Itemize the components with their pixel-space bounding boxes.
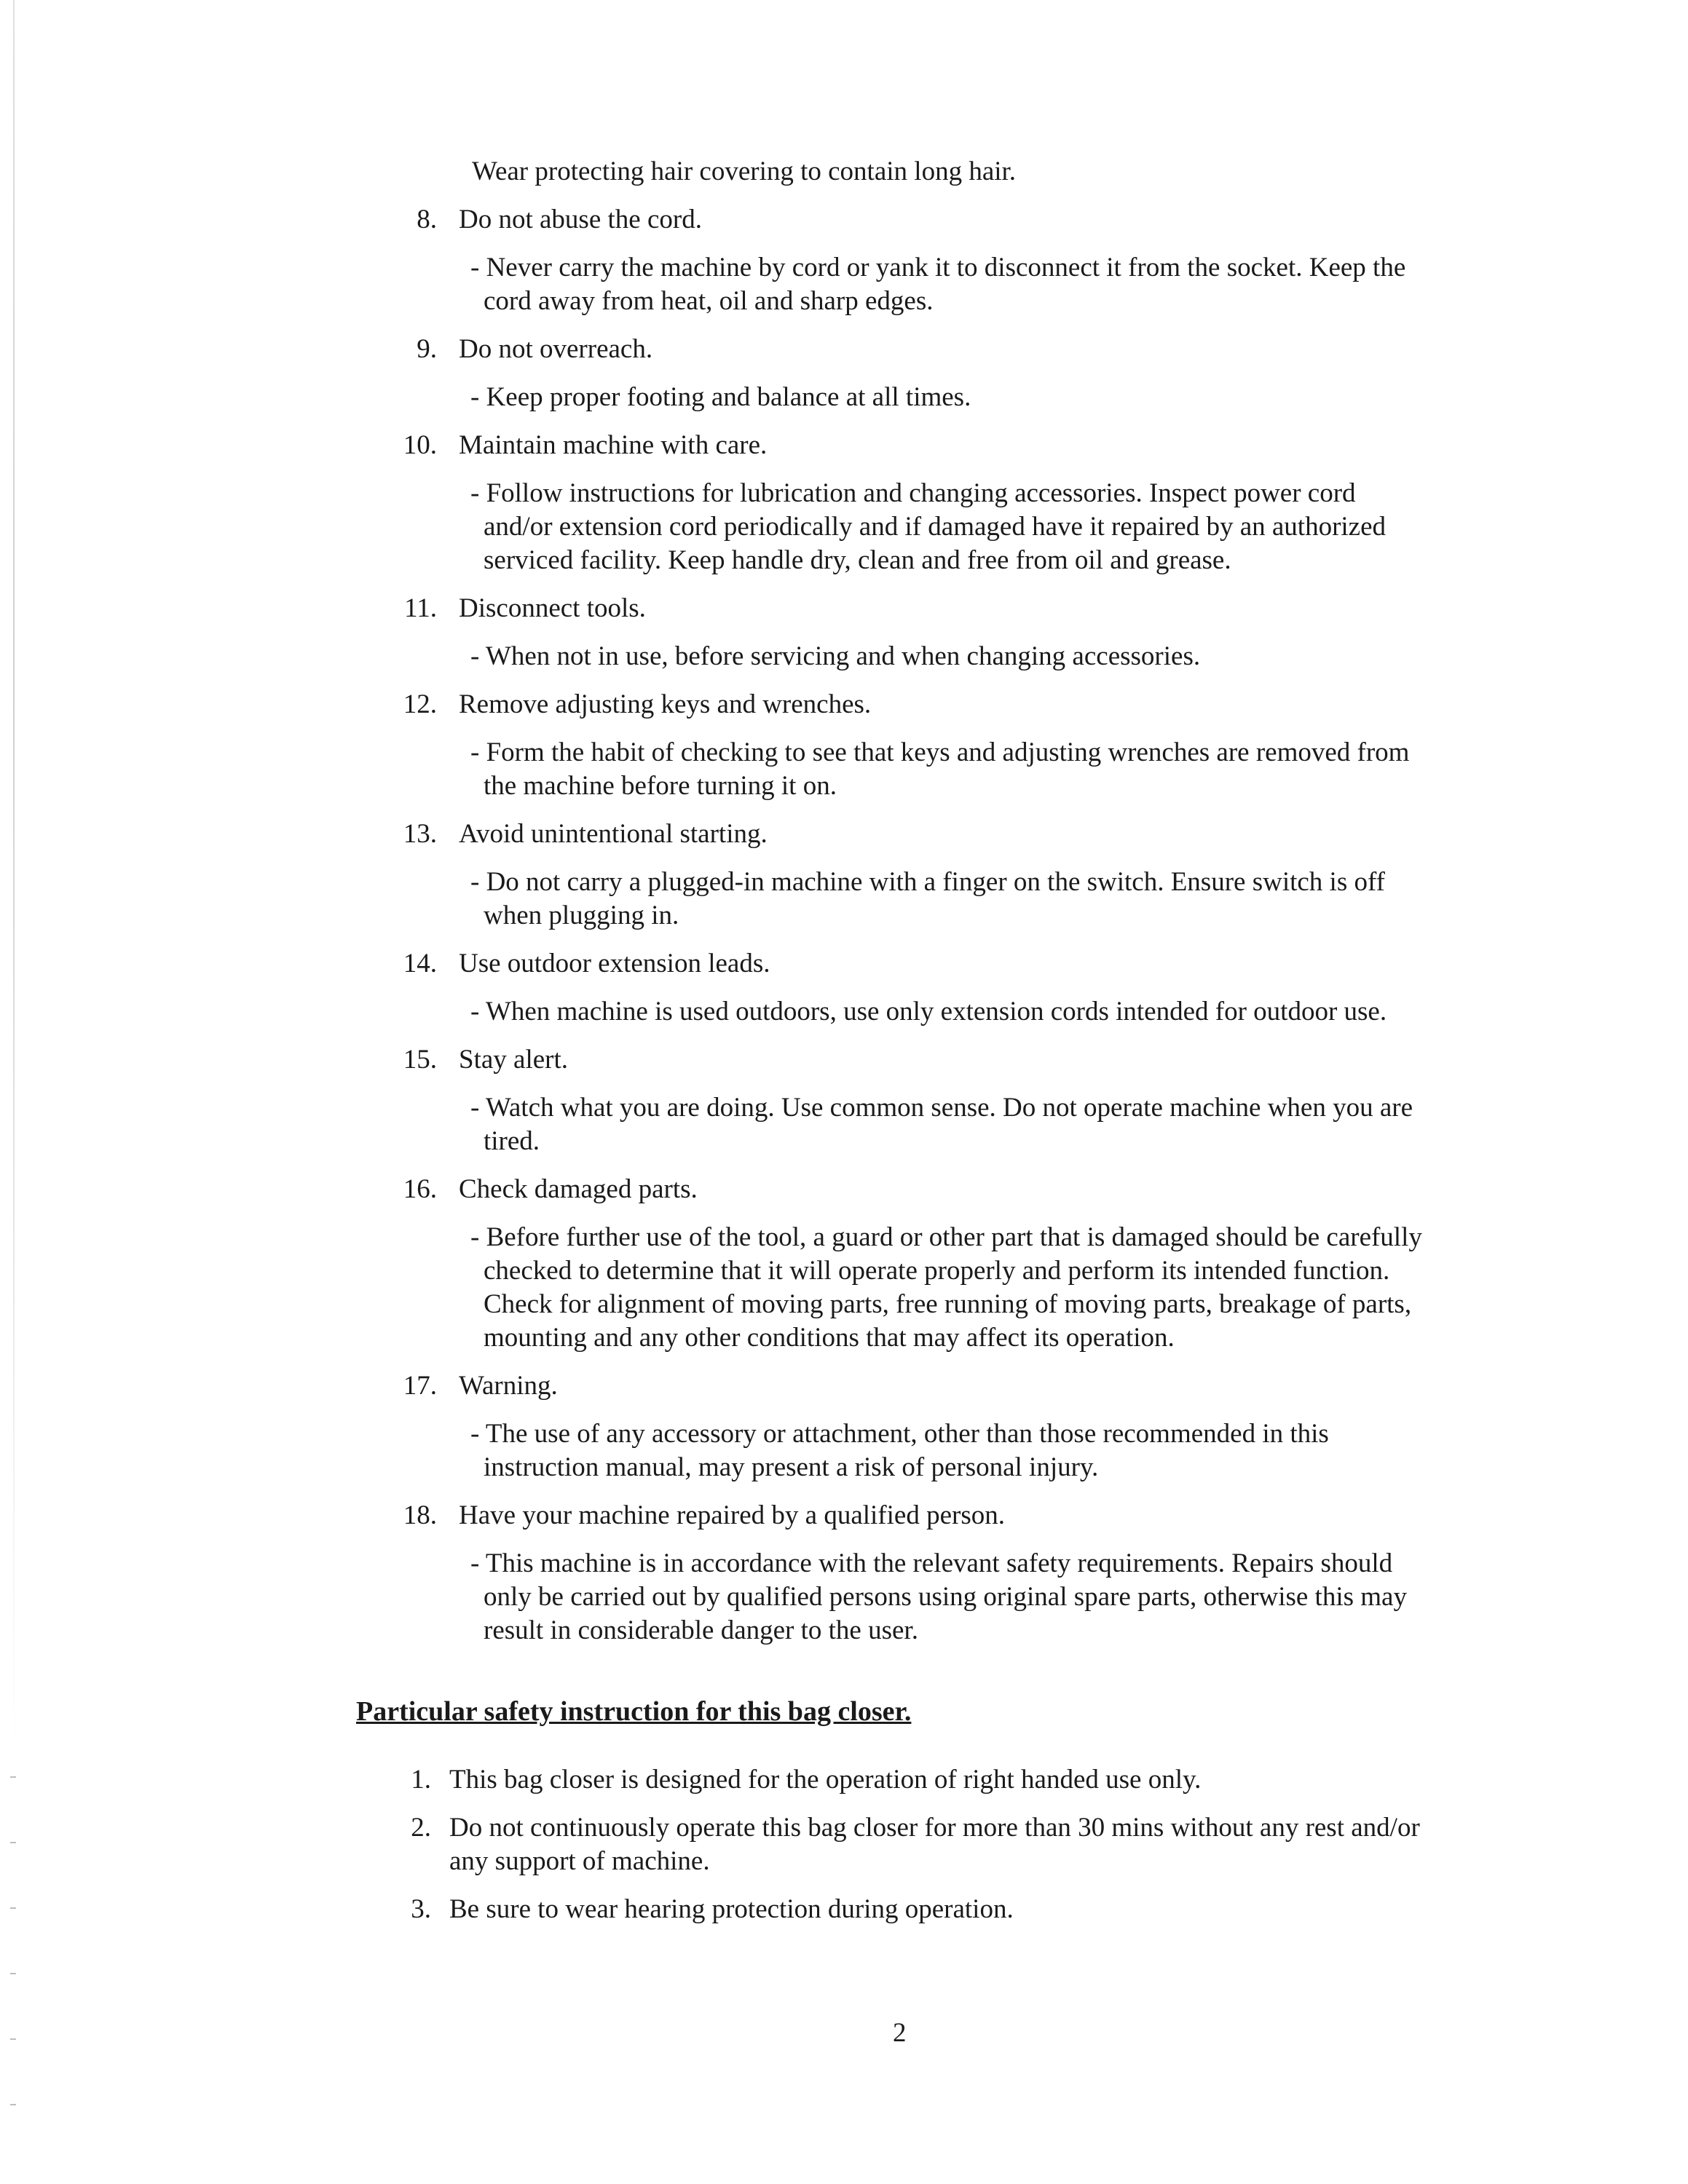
item-title: Avoid unintentional starting. — [459, 819, 768, 849]
scan-mark — [10, 1973, 16, 1974]
item-detail-line: cord away from heat, oil and sharp edges. — [484, 286, 934, 316]
bag-item-line: Be sure to wear hearing protection during operation. — [449, 1894, 1014, 1924]
scan-edge — [13, 0, 15, 1747]
item-title: Do not abuse the cord. — [459, 205, 702, 234]
item-title: Have your machine repaired by a qualified person. — [459, 1500, 1005, 1530]
section-heading: Particular safety instruction for this bag closer. — [356, 1696, 912, 1727]
item-detail-line: instruction manual, may present a risk of personal injury. — [484, 1452, 1099, 1482]
item-number: 9. — [417, 334, 437, 364]
item-detail-line: the machine before turning it on. — [484, 771, 837, 801]
scan-mark — [10, 1907, 16, 1909]
item-number: 18. — [403, 1500, 437, 1530]
bag-item-number: 2. — [411, 1813, 431, 1843]
item-number: 13. — [403, 819, 437, 849]
scan-mark — [10, 2104, 16, 2105]
bag-item-line: Do not continuously operate this bag closer for more than 30 mins without any rest and/or — [449, 1813, 1420, 1843]
item-number: 14. — [403, 949, 437, 978]
item-detail-line: - This machine is in accordance with the relevant safety requirements. Repairs should — [470, 1548, 1393, 1578]
item-detail-line: - Never carry the machine by cord or yank it to disconnect it from the socket. Keep the — [470, 253, 1406, 282]
bag-item-line: This bag closer is designed for the operation of right handed use only. — [449, 1765, 1202, 1795]
item-detail-line: - Follow instructions for lubrication and changing accessories. Inspect power cord — [470, 478, 1356, 508]
item-title: Remove adjusting keys and wrenches. — [459, 689, 872, 719]
item-detail-line: - The use of any accessory or attachment, other than those recommended in this — [470, 1419, 1329, 1449]
item-detail-line: when plugging in. — [484, 901, 679, 930]
intro-line: Wear protecting hair covering to contain long hair. — [472, 157, 1017, 186]
bag-item-number: 1. — [411, 1765, 431, 1795]
item-detail-line: result in considerable danger to the user. — [484, 1615, 918, 1645]
item-detail-line: and/or extension cord periodically and if damaged have it repaired by an authorized — [484, 512, 1387, 542]
item-detail-line: serviced facility. Keep handle dry, clean and free from oil and grease. — [484, 545, 1231, 575]
item-title: Check damaged parts. — [459, 1174, 698, 1204]
scan-mark — [10, 2038, 16, 2040]
item-number: 8. — [417, 205, 437, 234]
item-number: 17. — [403, 1371, 437, 1401]
item-title: Disconnect tools. — [459, 593, 646, 623]
item-detail-line: tired. — [484, 1126, 540, 1156]
item-detail-line: - Keep proper footing and balance at all times. — [470, 382, 971, 412]
item-title: Stay alert. — [459, 1045, 569, 1075]
bag-item-number: 3. — [411, 1894, 431, 1924]
item-detail-line: - Form the habit of checking to see that keys and adjusting wrenches are removed from — [470, 737, 1410, 767]
item-detail-line: - Do not carry a plugged-in machine with a finger on the switch. Ensure switch is off — [470, 867, 1385, 897]
item-detail-line: - Watch what you are doing. Use common sense. Do not operate machine when you are — [470, 1093, 1413, 1123]
item-number: 15. — [403, 1045, 437, 1075]
item-number: 12. — [403, 689, 437, 719]
item-number: 10. — [403, 430, 437, 460]
bag-item-line: any support of machine. — [449, 1846, 710, 1876]
item-title: Do not overreach. — [459, 334, 653, 364]
scan-mark — [10, 1776, 16, 1778]
item-title: Maintain machine with care. — [459, 430, 768, 460]
page-number: 2 — [893, 2018, 907, 2048]
item-title: Use outdoor extension leads. — [459, 949, 770, 978]
item-detail-line: checked to determine that it will operate properly and perform its intended function. — [484, 1256, 1390, 1286]
item-detail-line: - Before further use of the tool, a guard or other part that is damaged should be carefully — [470, 1222, 1422, 1252]
item-number: 11. — [404, 593, 437, 623]
item-detail-line: - When not in use, before servicing and when changing accessories. — [470, 641, 1201, 671]
item-number: 16. — [403, 1174, 437, 1204]
item-detail-line: only be carried out by qualified persons using original spare parts, otherwise this may — [484, 1582, 1407, 1612]
item-detail-line: - When machine is used outdoors, use only extension cords intended for outdoor use. — [470, 997, 1387, 1026]
item-detail-line: Check for alignment of moving parts, free running of moving parts, breakage of parts, — [484, 1289, 1412, 1319]
item-detail-line: mounting and any other conditions that may affect its operation. — [484, 1323, 1175, 1353]
scan-mark — [10, 1842, 16, 1843]
item-title: Warning. — [459, 1371, 558, 1401]
